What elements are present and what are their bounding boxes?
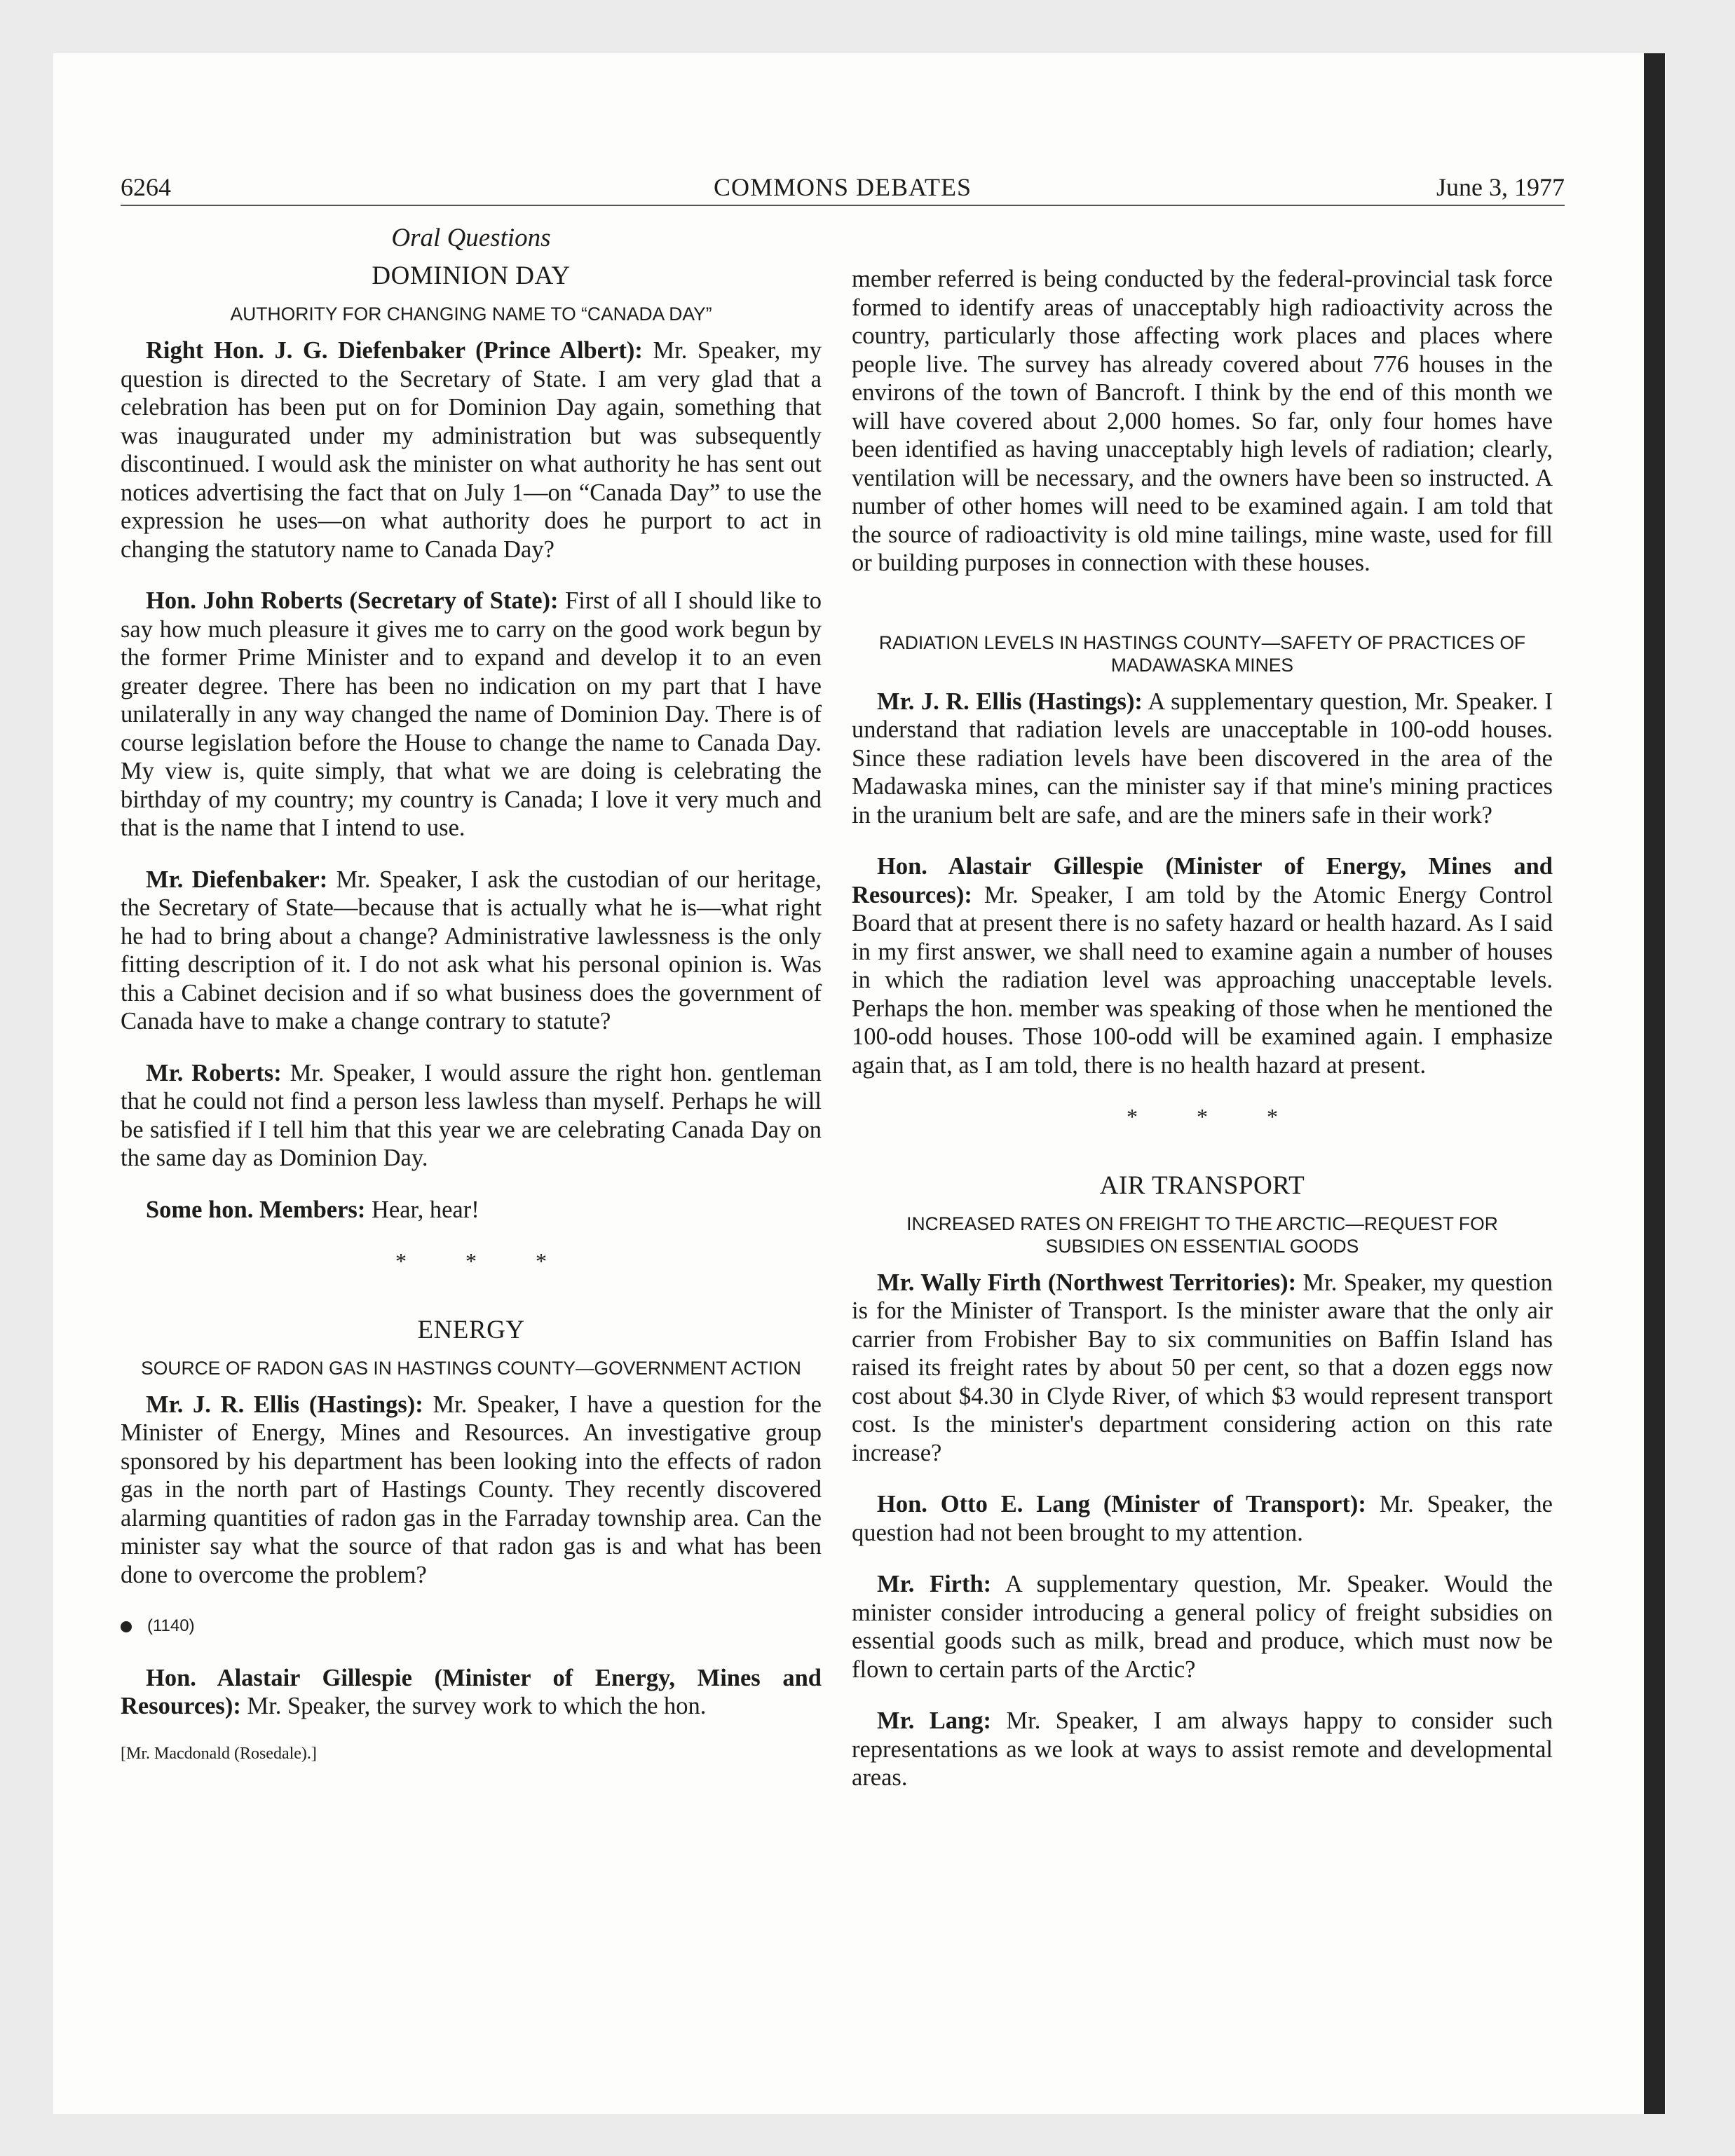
speaker-name: Mr. J. R. Ellis (Hastings): (877, 688, 1143, 715)
section-heading-energy: ENERGY (417, 1315, 525, 1344)
page-number: 6264 (121, 173, 171, 201)
speaker-name: Hon. John Roberts (Secretary of State): (146, 587, 559, 614)
speaker-name: Mr. J. R. Ellis (Hastings): (146, 1391, 423, 1418)
speech-text: Mr. Speaker, the survey work to which the hon. (240, 1693, 707, 1719)
section-label: Oral Questions (391, 224, 551, 252)
speech-text: Mr. Speaker, I ask the custodian of our heritage, the Secretary of State—because that is actually what he is—what right he had to bring about a change? Administrative lawlessness is the only fitting description of it. I do not ask what his personal opinion is. Was this a Cabinet decision and if so what business does the government of Canada have to make a change contrary to statute? (121, 866, 822, 1035)
left-column (121, 223, 822, 1787)
speech-text: Mr. Speaker, the question had not been brought to my attention. (852, 1491, 1553, 1546)
speech-paragraph (121, 1059, 822, 1173)
speech-paragraph (121, 866, 822, 1036)
speech-paragraph (852, 1707, 1553, 1792)
speaker-name: Some hon. Members: (146, 1196, 366, 1223)
speech-continuation: member referred is being conducted by the federal-provincial task force formed to identify areas of unacceptably high radioactivity across the country, particularly those affecting work places and places where people live. The survey has already covered about 776 houses in the environs of the town of Bancroft. I think by the end of this month we will have covered about 2,000 homes. So far, only four homes have been identified as having unacceptably high levels of radiation; clearly, ventilation will be necessary, and the owners have been so instructed. A number of other homes will need to be examined again. I am told that the source of radioactivity is old mine tailings, mine waste, used for fill or building purposes in connection with these houses. (852, 266, 1553, 576)
speech-text: Mr. Speaker, my question is directed to the Secretary of State. I am very glad that a celebration has been put on for Dominion Day again, something that was inaugurated under my administration but was subsequently discontinued. I would ask the minister on what authority he has sent out notices advertising the fact that on July 1—on “Canada Day” to use the expression he uses—on what authority does he purport to act in changing the statutory name to Canada Day? (121, 337, 822, 563)
speaker-name: Hon. Otto E. Lang (Minister of Transport): (877, 1491, 1366, 1517)
section-heading-air-transport: AIR TRANSPORT (1099, 1171, 1305, 1200)
footnote: [Mr. Macdonald (Rosedale).] (121, 1744, 317, 1763)
speech-paragraph (121, 1391, 822, 1590)
speech-text: Mr. Speaker, I would assure the right hon. gentleman that he could not find a person less lawless than myself. Perhaps he will be satisfied if I tell him that this year we are celebrating Canada Day on the same day as Dominion Day. (121, 1059, 822, 1171)
page-header (121, 170, 1565, 206)
time-marker (121, 1612, 822, 1641)
section-separator: * * * (395, 1248, 573, 1274)
speech-text: Mr. Speaker, I am always happy to consider such representations as we look at ways to assist remote and developmental areas. (852, 1707, 1553, 1791)
right-column (852, 265, 1553, 1815)
speech-paragraph (852, 1269, 1553, 1468)
speech-text: Mr. Speaker, my question is for the Minister of Transport. Is the minister aware that the only air carrier from Frobisher Bay to six communities on Baffin Island has raised its freight rates by about 50 per cent, so that a dozen eggs now cost about $4.30 in Clyde River, of which $3 would represent transport cost. Is the minister's department considering action on this rate increase? (852, 1269, 1553, 1466)
subheading-freight-rates: INCREASED RATES ON FREIGHT TO THE ARCTIC—REQUEST FOR SUBSIDIES ON ESSENTIAL GOODS (906, 1213, 1498, 1257)
section-heading-dominion-day: DOMINION DAY (372, 261, 571, 290)
speech-paragraph (121, 1196, 822, 1224)
speaker-name: Hon. Alastair Gillespie (Minister of Energy, Mines and Resources): (852, 853, 1553, 908)
speech-text: First of all I should like to say how much pleasure it gives me to carry on the good work begun by the former Prime Minister and to expand and develop it to an even greater degree. There has been no indication on my part that I have unilaterally in any way changed the name of Dominion Day. There is of course legislation before the House to change the name to Canada Day. My view is, quite simply, that what we are doing is celebrating the birthday of my country; my country is Canada; I love it very much and that is the name that I intend to use. (121, 587, 822, 841)
speech-text: Mr. Speaker, I have a question for the Minister of Energy, Mines and Resources. An investigative group sponsored by his department has been looking into the effects of radon gas in the north part of Hastings County. They recently discovered alarming quantities of radon gas in the Farraday township area. Can the minister say what the source of that radon gas is and what has been done to overcome the problem? (121, 1391, 822, 1588)
section-separator: * * * (1127, 1104, 1305, 1129)
bullet-icon (121, 1621, 132, 1632)
speech-paragraph (121, 336, 822, 564)
subheading-canada-day: AUTHORITY FOR CHANGING NAME TO “CANADA DAY” (230, 303, 712, 325)
speech-text: Mr. Speaker, I am told by the Atomic Energy Control Board that at present there is no safety hazard or health hazard. As I said in my first answer, we shall need to examine again a number of houses in which the radiation level was approaching unacceptable levels. Perhaps the hon. member was speaking of those when he mentioned the 100-odd houses. Those 100-odd will be examined again. I emphasize again that, as I am told, there is no health hazard at present. (852, 881, 1553, 1079)
subheading-radon-gas: SOURCE OF RADON GAS IN HASTINGS COUNTY—GOVERNMENT ACTION (141, 1357, 801, 1379)
speaker-name: Mr. Diefenbaker: (146, 866, 328, 893)
subheading-madawaska-mines: RADIATION LEVELS IN HASTINGS COUNTY—SAFETY OF PRACTICES OF MADAWASKA MINES (878, 632, 1526, 676)
speech-paragraph (852, 852, 1553, 1079)
speaker-name: Mr. Firth: (877, 1571, 992, 1597)
speaker-name: Right Hon. J. G. Diefenbaker (Prince Albert): (146, 337, 643, 364)
speaker-name: Mr. Roberts: (146, 1059, 282, 1086)
speech-paragraph (121, 1664, 822, 1721)
publication-date: June 3, 1977 (1436, 173, 1565, 201)
speaker-name: Hon. Alastair Gillespie (Minister of Energy, Mines and Resources): (121, 1664, 822, 1719)
speech-paragraph (852, 1490, 1553, 1547)
speech-paragraph (852, 688, 1553, 830)
publication-title: COMMONS DEBATES (713, 173, 972, 201)
speech-paragraph (121, 587, 822, 842)
time-stamp: (1140) (147, 1616, 195, 1635)
scan-edge (1644, 53, 1665, 2114)
speech-text: A supplementary question, Mr. Speaker. Would the minister consider introducing a general policy of freight subsidies on essential goods such as milk, bread and produce, which must now be flown to certain parts of the Arctic? (852, 1571, 1553, 1683)
speaker-name: Mr. Lang: (877, 1707, 991, 1734)
speech-text: A supplementary question, Mr. Speaker. I understand that radiation levels are unacceptable in 100-odd houses. Since these radiation levels have been discovered in the area of the Madawaska mines, can the minister say if that mine's mining practices in the uranium belt are safe, and are the miners safe in their work? (852, 688, 1553, 828)
speaker-name: Mr. Wally Firth (Northwest Territories): (877, 1269, 1297, 1296)
speech-text: Hear, hear! (365, 1196, 479, 1223)
speech-paragraph (852, 1570, 1553, 1684)
